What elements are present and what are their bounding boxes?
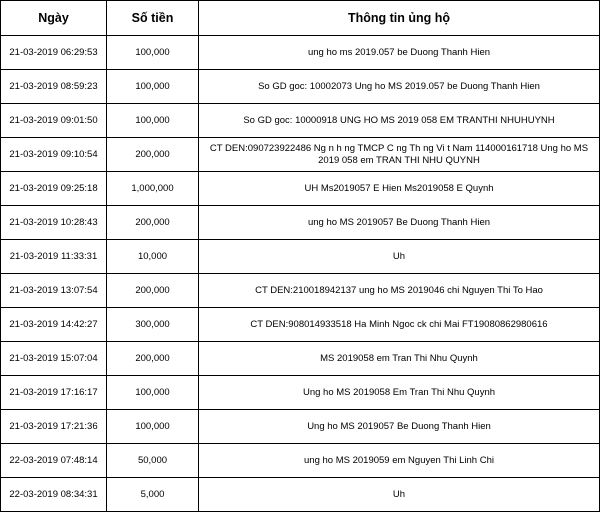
info-cell: CT DEN:210018942137 ung ho MS 2019046 chi Nguyen Thi To Hao [199, 274, 600, 308]
info-cell: CT DEN:908014933518 Ha Minh Ngoc ck chi Mai FT19080862980616 [199, 308, 600, 342]
table-row [1, 478, 600, 512]
info-cell: Uh [199, 240, 600, 274]
table-body [1, 36, 600, 512]
date-cell: 22-03-2019 07:48:14 [1, 444, 107, 478]
table-row [1, 138, 600, 172]
amount-cell: 200,000 [107, 274, 199, 308]
amount-cell: 300,000 [107, 308, 199, 342]
amount-cell: 200,000 [107, 206, 199, 240]
amount-cell: 100,000 [107, 70, 199, 104]
table-row [1, 274, 600, 308]
date-cell: 21-03-2019 06:29:53 [1, 36, 107, 70]
amount-cell: 200,000 [107, 138, 199, 172]
info-cell: ung ho MS 2019057 Be Duong Thanh Hien [199, 206, 600, 240]
date-cell: 21-03-2019 09:10:54 [1, 138, 107, 172]
table-row [1, 342, 600, 376]
table-row [1, 308, 600, 342]
header-row [1, 1, 600, 36]
header-info: Thông tin ủng hộ [199, 1, 600, 36]
info-cell: Ung ho MS 2019058 Em Tran Thi Nhu Quynh [199, 376, 600, 410]
amount-cell: 5,000 [107, 478, 199, 512]
info-cell: CT DEN:090723922486 Ng n h ng TMCP C ng Th ng Vi t Nam 114000161718 Ung ho MS 2019 058 em TRAN THI NHU QUYNH [199, 138, 600, 172]
amount-cell: 100,000 [107, 104, 199, 138]
table-header [1, 1, 600, 36]
table-row [1, 206, 600, 240]
date-cell: 21-03-2019 13:07:54 [1, 274, 107, 308]
date-cell: 21-03-2019 14:42:27 [1, 308, 107, 342]
date-cell: 22-03-2019 08:34:31 [1, 478, 107, 512]
amount-cell: 1,000,000 [107, 172, 199, 206]
table-row [1, 376, 600, 410]
amount-cell: 100,000 [107, 410, 199, 444]
date-cell: 21-03-2019 09:25:18 [1, 172, 107, 206]
table-row [1, 240, 600, 274]
date-cell: 21-03-2019 17:21:36 [1, 410, 107, 444]
amount-cell: 100,000 [107, 376, 199, 410]
date-cell: 21-03-2019 08:59:23 [1, 70, 107, 104]
date-cell: 21-03-2019 17:16:17 [1, 376, 107, 410]
info-cell: So GD goc: 10000918 UNG HO MS 2019 058 EM TRANTHI NHUHUYNH [199, 104, 600, 138]
info-cell: Uh [199, 478, 600, 512]
info-cell: So GD goc: 10002073 Ung ho MS 2019.057 be Duong Thanh Hien [199, 70, 600, 104]
date-cell: 21-03-2019 09:01:50 [1, 104, 107, 138]
table-row [1, 444, 600, 478]
amount-cell: 200,000 [107, 342, 199, 376]
info-cell: ung ho ms 2019.057 be Duong Thanh Hien [199, 36, 600, 70]
table-row [1, 172, 600, 206]
info-cell: MS 2019058 em Tran Thi Nhu Quynh [199, 342, 600, 376]
header-date: Ngày [1, 1, 107, 36]
info-cell: UH Ms2019057 E Hien Ms2019058 E Quynh [199, 172, 600, 206]
info-cell: Ung ho MS 2019057 Be Duong Thanh Hien [199, 410, 600, 444]
date-cell: 21-03-2019 15:07:04 [1, 342, 107, 376]
table-row [1, 104, 600, 138]
table-row [1, 36, 600, 70]
table-row [1, 70, 600, 104]
info-cell: ung ho MS 2019059 em Nguyen Thi Linh Chi [199, 444, 600, 478]
amount-cell: 100,000 [107, 36, 199, 70]
header-amount: Số tiền [107, 1, 199, 36]
amount-cell: 50,000 [107, 444, 199, 478]
table-row [1, 410, 600, 444]
date-cell: 21-03-2019 10:28:43 [1, 206, 107, 240]
amount-cell: 10,000 [107, 240, 199, 274]
date-cell: 21-03-2019 11:33:31 [1, 240, 107, 274]
